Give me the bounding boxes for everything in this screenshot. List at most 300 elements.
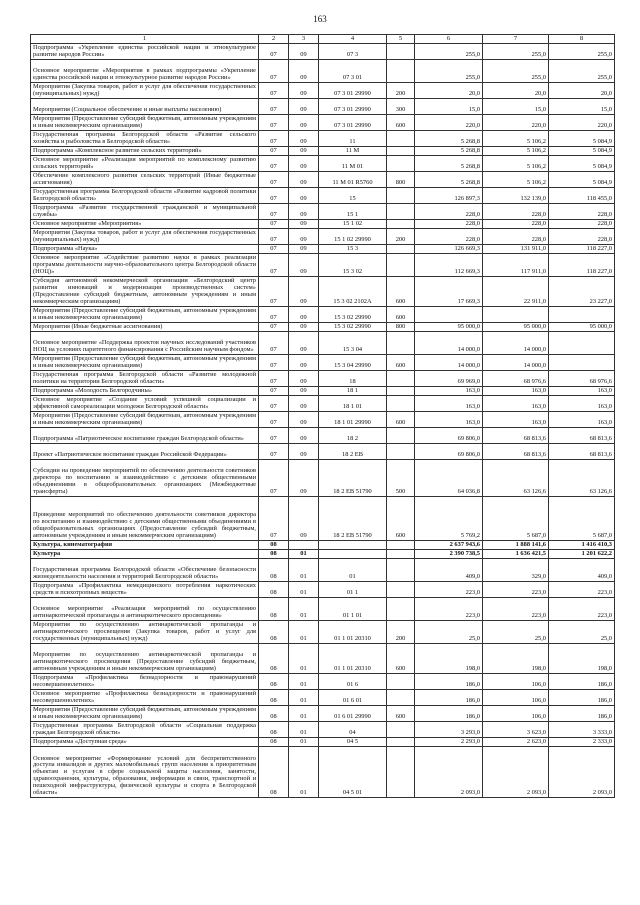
amount-year2-cell: 95 000,0 [483,323,549,332]
section-code-cell: 07 [259,229,289,245]
amount-year2-cell: 3 623,0 [483,722,549,738]
section-code-cell: 08 [259,690,289,706]
row-name-cell: Основное мероприятие «Формирование условий для беспрепятственного доступа инвалидов и других маломобильных групп населения к приоритетным объектам и услугам в сфере социальной защиты населения, занятости, здравоохранения, культуры, образования, информации и связи, транспортной и пешеходной инфраструктуры, физической культуры и спорта в Белгородской области» [31,747,259,798]
column-header: 8 [549,35,615,44]
table-row [31,396,615,412]
section-code-cell: 07 [259,307,289,323]
row-name-cell: Основное мероприятие «Содействие развитию науки в рамках реализации программы деятельности научно-образовательного центра Белгородской области (НОЦ)» [31,254,259,277]
row-name-cell: Основное мероприятие «Профилактика безнадзорности и правонарушений несовершеннолетних» [31,690,259,706]
amount-year1-cell: 5 268,8 [415,172,483,188]
expense-type-cell [387,428,415,444]
expense-type-cell [387,387,415,396]
amount-year2-cell: 329,0 [483,559,549,582]
amount-year1-cell: 5 268,8 [415,131,483,147]
table-row [31,229,615,245]
subsection-code-cell: 01 [289,690,319,706]
amount-year3-cell: 95 000,0 [549,323,615,332]
amount-year3-cell: 223,0 [549,598,615,621]
row-name-cell: Мероприятия (Закупка товаров, работ и услуг для обеспечения государственных (муниципальных) нужд) [31,229,259,245]
table-row [31,674,615,690]
table-row [31,307,615,323]
amount-year2-cell: 106,0 [483,706,549,722]
expense-type-cell: 600 [387,115,415,131]
amount-year1-cell: 69 969,0 [415,371,483,387]
target-article-cell: 01 1 [319,582,387,598]
amount-year1-cell: 5 268,8 [415,147,483,156]
amount-year3-cell: 5 084,9 [549,147,615,156]
amount-year2-cell: 106,0 [483,674,549,690]
amount-year1-cell: 25,0 [415,621,483,644]
row-name-cell: Мероприятия (Предоставление субсидий бюджетным, автономным учреждениям и иным некоммерческим организациям) [31,307,259,323]
subsection-code-cell: 01 [289,582,319,598]
section-code-cell: 07 [259,428,289,444]
target-article-cell: 11 [319,131,387,147]
subsection-code-cell: 09 [289,277,319,307]
subsection-code-cell: 09 [289,307,319,323]
subsection-code-cell: 09 [289,412,319,428]
amount-year2-cell: 163,0 [483,387,549,396]
subsection-code-cell: 01 [289,644,319,674]
subsection-code-cell: 09 [289,147,319,156]
table-row [31,156,615,172]
target-article-cell: 01 1 01 20310 [319,644,387,674]
expense-type-cell: 600 [387,706,415,722]
amount-year3-cell: 63 126,6 [549,460,615,497]
row-name-cell: Подпрограмма «Доступная среда» [31,738,259,747]
amount-year1-cell: 2 637 943,6 [415,541,483,550]
amount-year2-cell: 223,0 [483,582,549,598]
amount-year2-cell: 1 636 421,5 [483,550,549,559]
section-code-cell: 08 [259,738,289,747]
amount-year1-cell: 14 000,0 [415,355,483,371]
table-row [31,444,615,460]
section-code-cell: 07 [259,60,289,83]
row-name-cell: Мероприятия (Предоставление субсидий бюджетным, автономным учреждениям и иным некоммерческим организациям) [31,115,259,131]
row-name-cell: Подпрограмма «Молодость Белгородчины» [31,387,259,396]
table-header-row [31,35,615,44]
expense-type-cell: 800 [387,172,415,188]
expense-type-cell: 800 [387,323,415,332]
amount-year3-cell: 163,0 [549,412,615,428]
target-article-cell: 18 2 ЕВ 51790 [319,460,387,497]
row-name-cell: Мероприятия (Предоставление субсидий бюджетным, автономным учреждениям и иным некоммерческим организациям) [31,412,259,428]
amount-year2-cell: 5 106,2 [483,156,549,172]
section-code-cell: 08 [259,598,289,621]
expense-type-cell [387,550,415,559]
target-article-cell [319,550,387,559]
amount-year3-cell: 186,0 [549,706,615,722]
table-row [31,550,615,559]
amount-year2-cell: 14 000,0 [483,355,549,371]
expense-type-cell: 200 [387,83,415,99]
expense-type-cell: 500 [387,460,415,497]
section-code-cell: 07 [259,396,289,412]
section-code-cell: 07 [259,460,289,497]
table-row [31,428,615,444]
amount-year3-cell: 68 813,6 [549,444,615,460]
amount-year1-cell: 20,0 [415,83,483,99]
amount-year3-cell: 220,0 [549,115,615,131]
subsection-code-cell: 01 [289,598,319,621]
amount-year3-cell: 163,0 [549,387,615,396]
expense-type-cell: 200 [387,229,415,245]
amount-year2-cell: 5 687,0 [483,497,549,541]
target-article-cell: 07 3 01 29990 [319,83,387,99]
target-article-cell [319,541,387,550]
subsection-code-cell: 09 [289,254,319,277]
amount-year1-cell: 255,0 [415,60,483,83]
target-article-cell: 04 5 01 [319,747,387,798]
amount-year3-cell: 118 227,0 [549,254,615,277]
expense-type-cell [387,131,415,147]
amount-year3-cell: 5 084,9 [549,156,615,172]
expense-type-cell: 600 [387,355,415,371]
target-article-cell: 04 5 [319,738,387,747]
section-code-cell: 08 [259,559,289,582]
row-name-cell: Проведение мероприятий по обеспечению деятельности советников директора по воспитанию и взаимодействию с детскими общественными объединениями в общеобразовательных организациях (Предоставление субсидий бюджетным, автономным учреждениям и иным некоммерческим организациям) [31,497,259,541]
amount-year1-cell: 255,0 [415,44,483,60]
table-row [31,131,615,147]
subsection-code-cell: 09 [289,323,319,332]
amount-year1-cell: 69 806,0 [415,428,483,444]
target-article-cell: 15 3 02 [319,254,387,277]
amount-year2-cell: 63 126,6 [483,460,549,497]
row-name-cell: Основное мероприятие «Мероприятия» [31,220,259,229]
amount-year1-cell: 186,0 [415,690,483,706]
amount-year1-cell: 5 769,2 [415,497,483,541]
expense-type-cell [387,722,415,738]
column-header: 4 [319,35,387,44]
row-name-cell: Государственная программа Белгородской области «Социальная поддержка граждан Белгородской области» [31,722,259,738]
subsection-code-cell: 01 [289,747,319,798]
amount-year1-cell: 228,0 [415,220,483,229]
subsection-code-cell: 09 [289,428,319,444]
expense-type-cell: 600 [387,277,415,307]
row-name-cell: Государственная программа Белгородской области «Развитие молодежной политики на территории Белгородской области» [31,371,259,387]
target-article-cell: 11 М 01 R5760 [319,172,387,188]
amount-year1-cell: 228,0 [415,204,483,220]
subsection-code-cell: 09 [289,332,319,355]
amount-year3-cell: 228,0 [549,220,615,229]
amount-year3-cell [549,307,615,323]
amount-year1-cell: 223,0 [415,598,483,621]
target-article-cell: 18 [319,371,387,387]
row-name-cell: Подпрограмма «Укрепление единства российской нации и этнокультурное развитие народов России» [31,44,259,60]
subsection-code-cell: 09 [289,131,319,147]
expense-type-cell [387,245,415,254]
subsection-code-cell [289,541,319,550]
amount-year2-cell: 5 106,2 [483,131,549,147]
amount-year2-cell: 5 106,2 [483,147,549,156]
amount-year3-cell: 163,0 [549,396,615,412]
amount-year2-cell: 68 976,6 [483,371,549,387]
subsection-code-cell: 01 [289,621,319,644]
section-code-cell: 07 [259,245,289,254]
column-header: 5 [387,35,415,44]
expense-type-cell [387,738,415,747]
table-row [31,277,615,307]
table-row [31,460,615,497]
target-article-cell: 15 1 02 [319,220,387,229]
section-code-cell: 07 [259,172,289,188]
target-article-cell: 15 3 02 29990 [319,307,387,323]
table-row [31,412,615,428]
amount-year1-cell: 2 293,0 [415,738,483,747]
amount-year2-cell: 5 106,2 [483,172,549,188]
row-name-cell: Мероприятия (Закупка товаров, работ и услуг для обеспечения государственных (муниципальных) нужд) [31,83,259,99]
target-article-cell: 07 3 01 29990 [319,99,387,115]
subsection-code-cell: 09 [289,460,319,497]
expense-type-cell [387,396,415,412]
row-name-cell: Культура [31,550,259,559]
expense-type-cell [387,60,415,83]
section-code-cell: 07 [259,254,289,277]
target-article-cell: 07 3 01 [319,60,387,83]
expense-type-cell: 300 [387,99,415,115]
row-name-cell: Мероприятия (Социальное обеспечение и иные выплаты населению) [31,99,259,115]
amount-year3-cell: 409,0 [549,559,615,582]
target-article-cell: 07 3 [319,44,387,60]
subsection-code-cell: 09 [289,188,319,204]
amount-year3-cell: 2 093,0 [549,747,615,798]
section-code-cell: 07 [259,147,289,156]
subsection-code-cell: 09 [289,99,319,115]
table-row [31,747,615,798]
amount-year2-cell: 220,0 [483,115,549,131]
amount-year1-cell: 14 000,0 [415,332,483,355]
table-row [31,582,615,598]
table-row [31,371,615,387]
table-row [31,497,615,541]
section-code-cell: 08 [259,541,289,550]
section-code-cell: 07 [259,412,289,428]
section-code-cell: 07 [259,497,289,541]
table-row [31,722,615,738]
row-name-cell: Основное мероприятие «Поддержка проектов научных исследований участников НОЦ на условиях паритетного финансирования с Российским научным фондом» [31,332,259,355]
amount-year1-cell: 2 390 738,5 [415,550,483,559]
section-code-cell: 08 [259,747,289,798]
target-article-cell: 04 [319,722,387,738]
target-article-cell: 01 6 [319,674,387,690]
amount-year1-cell: 409,0 [415,559,483,582]
subsection-code-cell: 09 [289,115,319,131]
expense-type-cell [387,541,415,550]
target-article-cell: 18 1 01 [319,396,387,412]
section-code-cell: 07 [259,115,289,131]
amount-year3-cell: 5 084,9 [549,172,615,188]
row-name-cell: Культура, кинематография [31,541,259,550]
section-code-cell: 07 [259,83,289,99]
row-name-cell: Государственная программа Белгородской области «Развитие сельского хозяйства и рыболовства в Белгородской области» [31,131,259,147]
section-code-cell: 07 [259,355,289,371]
table-row [31,559,615,582]
target-article-cell: 15 3 04 [319,332,387,355]
table-row [31,245,615,254]
amount-year2-cell: 132 139,0 [483,188,549,204]
subsection-code-cell: 09 [289,355,319,371]
amount-year2-cell: 106,0 [483,690,549,706]
table-row [31,598,615,621]
target-article-cell: 18 1 01 29990 [319,412,387,428]
amount-year1-cell: 126 897,3 [415,188,483,204]
row-name-cell: Подпрограмма «Комплексное развитие сельских территорий» [31,147,259,156]
target-article-cell: 11 М [319,147,387,156]
expense-type-cell [387,444,415,460]
amount-year1-cell [415,307,483,323]
expense-type-cell: 600 [387,307,415,323]
amount-year3-cell [549,332,615,355]
target-article-cell: 18 2 ЕВ [319,444,387,460]
target-article-cell: 15 1 02 29990 [319,229,387,245]
row-name-cell: Основное мероприятие «Создание условий успешной социализации и эффективной самореализации молодежи Белгородской области» [31,396,259,412]
amount-year2-cell: 1 888 141,6 [483,541,549,550]
amount-year1-cell: 186,0 [415,674,483,690]
subsection-code-cell: 01 [289,706,319,722]
target-article-cell: 15 3 04 29990 [319,355,387,371]
amount-year1-cell: 163,0 [415,387,483,396]
amount-year2-cell: 228,0 [483,204,549,220]
amount-year3-cell: 23 227,0 [549,277,615,307]
page-number: 163 [313,14,327,24]
target-article-cell: 18 2 ЕВ 51790 [319,497,387,541]
amount-year1-cell: 186,0 [415,706,483,722]
row-name-cell: Обеспечение комплексного развития сельских территорий (Иные бюджетные ассигнования) [31,172,259,188]
amount-year1-cell: 220,0 [415,115,483,131]
amount-year1-cell: 228,0 [415,229,483,245]
subsection-code-cell: 09 [289,371,319,387]
amount-year3-cell: 3 333,0 [549,722,615,738]
subsection-code-cell: 09 [289,444,319,460]
amount-year2-cell: 20,0 [483,83,549,99]
section-code-cell: 07 [259,323,289,332]
section-code-cell: 08 [259,621,289,644]
section-code-cell: 08 [259,722,289,738]
table-row [31,541,615,550]
target-article-cell: 01 6 01 29990 [319,706,387,722]
expense-type-cell [387,44,415,60]
expense-type-cell [387,559,415,582]
row-name-cell: Мероприятия по осуществлению антинаркотической пропаганды и антинаркотического просвещения (Предоставление субсидий бюджетным, автономным учреждениям и иным некоммерческим организациям) [31,644,259,674]
amount-year2-cell: 228,0 [483,220,549,229]
section-code-cell: 07 [259,444,289,460]
section-code-cell: 07 [259,277,289,307]
subsection-code-cell: 09 [289,245,319,254]
table-row [31,220,615,229]
amount-year1-cell: 198,0 [415,644,483,674]
amount-year3-cell: 5 084,9 [549,131,615,147]
amount-year2-cell: 223,0 [483,598,549,621]
section-code-cell: 08 [259,582,289,598]
row-name-cell: Субсидии на проведение мероприятий по обеспечению деятельности советников директора по воспитанию и взаимодействию с детскими общественными объединениями в общеобразовательных организациях (Межбюджетные трансферты) [31,460,259,497]
column-header: 1 [31,35,259,44]
amount-year2-cell: 117 911,0 [483,254,549,277]
amount-year3-cell: 5 687,0 [549,497,615,541]
column-header: 2 [259,35,289,44]
table-row [31,188,615,204]
subsection-code-cell: 09 [289,83,319,99]
section-code-cell: 08 [259,674,289,690]
section-code-cell: 08 [259,644,289,674]
amount-year2-cell: 68 813,6 [483,428,549,444]
amount-year3-cell: 20,0 [549,83,615,99]
table-row [31,387,615,396]
table-body [31,44,615,798]
table-row [31,644,615,674]
amount-year2-cell: 198,0 [483,644,549,674]
subsection-code-cell: 09 [289,44,319,60]
amount-year3-cell: 228,0 [549,229,615,245]
expense-type-cell [387,582,415,598]
amount-year3-cell: 2 333,0 [549,738,615,747]
row-name-cell: Подпрограмма «Развитие государственной гражданской и муниципальной службы» [31,204,259,220]
subsection-code-cell: 09 [289,229,319,245]
amount-year3-cell [549,355,615,371]
amount-year2-cell: 14 000,0 [483,332,549,355]
row-name-cell: Мероприятия (Предоставление субсидий бюджетным, автономным учреждениям и иным некоммерческим организациям) [31,355,259,371]
expense-type-cell [387,690,415,706]
amount-year1-cell: 64 036,8 [415,460,483,497]
target-article-cell: 11 М 01 [319,156,387,172]
amount-year1-cell: 163,0 [415,412,483,428]
expense-type-cell [387,598,415,621]
amount-year3-cell: 1 201 622,2 [549,550,615,559]
amount-year2-cell: 163,0 [483,412,549,428]
row-name-cell: Подпрограмма «Профилактика безнадзорности и правонарушений несовершеннолетних» [31,674,259,690]
row-name-cell: Мероприятия (Иные бюджетные ассигнования) [31,323,259,332]
table-row [31,99,615,115]
row-name-cell: Субсидия автономной некоммерческой организации «Белгородский центр развития инноваций и модернизации производственных систем» (Предоставление субсидий бюджетным, автономным учреждениям и иным некоммерческим организациям) [31,277,259,307]
amount-year3-cell: 255,0 [549,44,615,60]
table-row [31,83,615,99]
expense-type-cell [387,220,415,229]
target-article-cell: 01 1 01 20310 [319,621,387,644]
amount-year2-cell: 22 911,0 [483,277,549,307]
row-name-cell: Государственная программа Белгородской области «Обеспечение безопасности жизнедеятельности населения и территорий Белгородской области» [31,559,259,582]
amount-year2-cell [483,307,549,323]
subsection-code-cell: 09 [289,172,319,188]
column-header: 6 [415,35,483,44]
amount-year2-cell: 25,0 [483,621,549,644]
row-name-cell: Проект «Патриотическое воспитание граждан Российской Федерации» [31,444,259,460]
table-row [31,690,615,706]
subsection-code-cell: 09 [289,387,319,396]
amount-year3-cell: 223,0 [549,582,615,598]
target-article-cell: 15 3 02 2102А [319,277,387,307]
section-code-cell: 08 [259,550,289,559]
amount-year1-cell: 5 268,8 [415,156,483,172]
expense-type-cell [387,674,415,690]
section-code-cell: 07 [259,44,289,60]
amount-year2-cell: 131 911,0 [483,245,549,254]
subsection-code-cell: 01 [289,559,319,582]
row-name-cell: Подпрограмма «Наука» [31,245,259,254]
row-name-cell: Мероприятия (Предоставление субсидий бюджетным, автономным учреждениям и иным некоммерческим организациям) [31,706,259,722]
amount-year2-cell: 228,0 [483,229,549,245]
amount-year2-cell: 255,0 [483,60,549,83]
amount-year1-cell: 126 669,3 [415,245,483,254]
section-code-cell: 07 [259,204,289,220]
expense-type-cell: 200 [387,621,415,644]
amount-year3-cell: 186,0 [549,690,615,706]
table-row [31,147,615,156]
expense-type-cell [387,747,415,798]
amount-year1-cell: 3 293,0 [415,722,483,738]
amount-year2-cell: 163,0 [483,396,549,412]
row-name-cell: Основное мероприятие «Реализация мероприятий по комплексному развитию сельских территорий» [31,156,259,172]
section-code-cell: 07 [259,220,289,229]
section-code-cell: 07 [259,99,289,115]
amount-year2-cell: 2 623,0 [483,738,549,747]
